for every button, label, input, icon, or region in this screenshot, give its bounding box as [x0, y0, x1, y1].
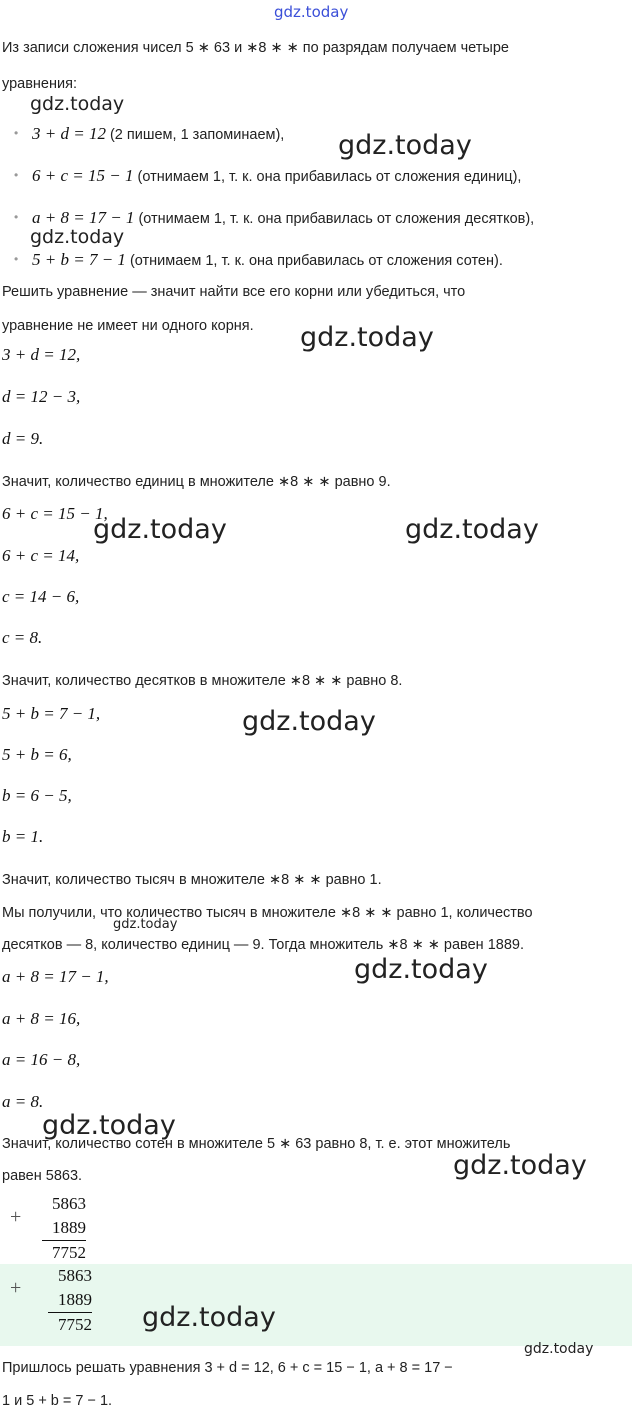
- watermark: gdz.today: [524, 1341, 594, 1357]
- conclusion-a-line-1: Значит, количество сотен в множителе 5 ∗ 63 равно 8, т. е. этот множитель: [2, 1136, 511, 1152]
- watermark: gdz.today: [453, 1150, 587, 1181]
- bullet-icon: •: [14, 252, 19, 266]
- equation-note: (отнимаем 1, т. к. она прибавилась от сложения единиц),: [133, 169, 522, 185]
- addend-1: 5863: [58, 1266, 92, 1285]
- solve-a-step: a + 8 = 17 − 1,: [2, 967, 109, 986]
- equation: 6 + c = 15 − 1: [32, 166, 134, 185]
- conclusion-b: Значит, количество тысяч в множителе ∗8 ∗ ∗ равно 1.: [2, 872, 382, 888]
- watermark: gdz.today: [142, 1302, 276, 1333]
- addition-column: [48, 1264, 92, 1337]
- equation: a + 8 = 17 − 1: [32, 208, 135, 227]
- conclusion-c: Значит, количество десятков в множителе ∗8 ∗ ∗ равно 8.: [2, 673, 403, 689]
- intro-line-1: Из записи сложения чисел 5 ∗ 63 и ∗8 ∗ ∗ по разрядам получаем четыре: [2, 40, 509, 56]
- solve-b-step: b = 1.: [2, 827, 44, 846]
- solve-c-step: 6 + c = 14,: [2, 546, 80, 565]
- solve-a-step: a = 8.: [2, 1092, 44, 1111]
- addend-2: 1889: [48, 1288, 92, 1313]
- solve-d-step: 3 + d = 12,: [2, 345, 81, 364]
- solve-b-step: 5 + b = 7 − 1,: [2, 704, 101, 723]
- sum: 7752: [52, 1243, 86, 1262]
- watermark: gdz.today: [354, 954, 488, 985]
- solve-c-step: c = 8.: [2, 628, 43, 647]
- summary-line-1: Мы получили, что количество тысяч в множителе ∗8 ∗ ∗ равно 1, количество: [2, 905, 533, 921]
- solve-d-step: d = 9.: [2, 429, 44, 448]
- conclusion-a-line-2: равен 5863.: [2, 1168, 83, 1184]
- definition-line-2: уравнение не имеет ни одного корня.: [2, 318, 254, 334]
- solve-a-step: a + 8 = 16,: [2, 1009, 81, 1028]
- watermark: gdz.today: [338, 130, 472, 161]
- conclusion-d: Значит, количество единиц в множителе ∗8 ∗ ∗ равно 9.: [2, 474, 391, 490]
- equation-note: (отнимаем 1, т. к. она прибавилась от сложения десятков),: [134, 211, 535, 227]
- watermark-top: gdz.today: [274, 3, 349, 21]
- addition-column: [42, 1192, 86, 1265]
- solve-d-step: d = 12 − 3,: [2, 387, 81, 406]
- addend-1: 5863: [52, 1194, 86, 1213]
- bullet-icon: •: [14, 126, 19, 140]
- solve-a-step: a = 16 − 8,: [2, 1050, 81, 1069]
- watermark: gdz.today: [42, 1110, 176, 1141]
- solve-c-step: 6 + c = 15 − 1,: [2, 504, 108, 523]
- watermark: gdz.today: [242, 706, 376, 737]
- watermark: gdz.today: [30, 93, 125, 115]
- equation: 5 + b = 7 − 1: [32, 250, 126, 269]
- watermark: gdz.today: [113, 917, 178, 932]
- summary-line-2: десятков — 8, количество единиц — 9. Тогда множитель ∗8 ∗ ∗ равен 1889.: [2, 937, 524, 953]
- equation-note: (2 пишем, 1 запоминаем),: [105, 127, 285, 143]
- addend-2: 1889: [42, 1216, 86, 1241]
- solve-b-step: b = 6 − 5,: [2, 786, 72, 805]
- intro-line-2: уравнения:: [2, 76, 77, 92]
- plus-sign: +: [10, 1277, 22, 1299]
- final-line-2: 1 и 5 + b = 7 − 1.: [2, 1393, 113, 1409]
- final-line-1: Пришлось решать уравнения 3 + d = 12, 6 + c = 15 − 1, a + 8 = 17 −: [2, 1360, 453, 1376]
- highlight-block: [0, 1264, 632, 1346]
- bullet-icon: •: [14, 210, 19, 224]
- definition-line-1: Решить уравнение — значит найти все его корни или убедиться, что: [2, 284, 466, 300]
- watermark: gdz.today: [93, 514, 227, 545]
- solve-c-step: c = 14 − 6,: [2, 587, 80, 606]
- watermark: gdz.today: [300, 322, 434, 353]
- watermark: gdz.today: [30, 226, 125, 248]
- sum: 7752: [58, 1315, 92, 1334]
- bullet-icon: •: [14, 168, 19, 182]
- solve-b-step: 5 + b = 6,: [2, 745, 72, 764]
- equation: 3 + d = 12: [32, 124, 106, 143]
- plus-sign: +: [10, 1206, 22, 1228]
- equation-note: (отнимаем 1, т. к. она прибавилась от сложения сотен).: [125, 253, 503, 269]
- watermark: gdz.today: [405, 514, 539, 545]
